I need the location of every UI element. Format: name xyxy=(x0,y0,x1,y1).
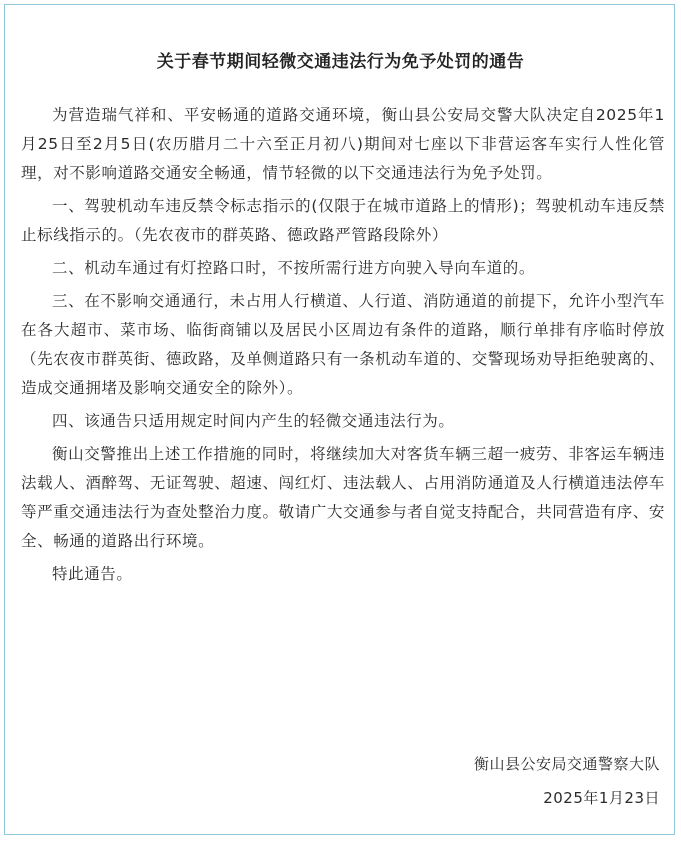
paragraph-enforcement: 衡山交警推出上述工作措施的同时，将继续加大对客货车辆三超一疲劳、非客运车辆违法载人、酒醉驾、无证驾驶、超速、闯红灯、违法载人、占用消防通道及人行横道违法停车等严重交通违法行为查处整治力度。敬请广大交通参与者自觉支持配合，共同营造有序、安全、畅通的道路出行环境。 xyxy=(21,445,666,550)
paragraph-item-4: 四、该通告只适用规定时间内产生的轻微交通违法行为。 xyxy=(52,412,455,430)
paragraph-item-3: 三、在不影响交通通行，未占用人行横道、人行道、消防通道的前提下，允许小型汽车在各大超市、菜市场、临街商铺以及居民小区周边有条件的道路，顺行单排有序临时停放（先农夜市群英街、德政路，及单侧道路只有一条机动车道的、交警现场劝导拒绝驶离的、造成交通拥堵及影响交通安全的除外）。 xyxy=(21,292,666,397)
paragraph-item-2: 二、机动车通过有灯控路口时，不按所需行进方向驶入导向车道的。 xyxy=(52,259,536,277)
paragraph-item-1: 一、驾驶机动车违反禁令标志指示的(仅限于在城市道路上的情形)；驾驶机动车违反禁止标线指示的。（先农夜市的群英路、德政路严管路段除外） xyxy=(21,197,665,244)
notice-frame xyxy=(4,4,675,835)
signature-date: 2025年1月23日 xyxy=(543,789,660,807)
paragraph-closing: 特此通告。 xyxy=(52,565,133,583)
notice-title: 关于春节期间轻微交通违法行为免予处罚的通告 xyxy=(156,52,525,72)
signature-organization: 衡山县公安局交通警察大队 xyxy=(473,755,660,773)
notice-body xyxy=(21,101,665,593)
paragraph-intro: 为营造瑞气祥和、平安畅通的道路交通环境，衡山县公安局交警大队决定自2025年1月25日至2月5日(农历腊月二十六至正月初八)期间对七座以下非营运客车实行人性化管理，对不影响道路交通安全畅通，情节轻微的以下交通违法行为免予处罚。 xyxy=(21,106,665,182)
